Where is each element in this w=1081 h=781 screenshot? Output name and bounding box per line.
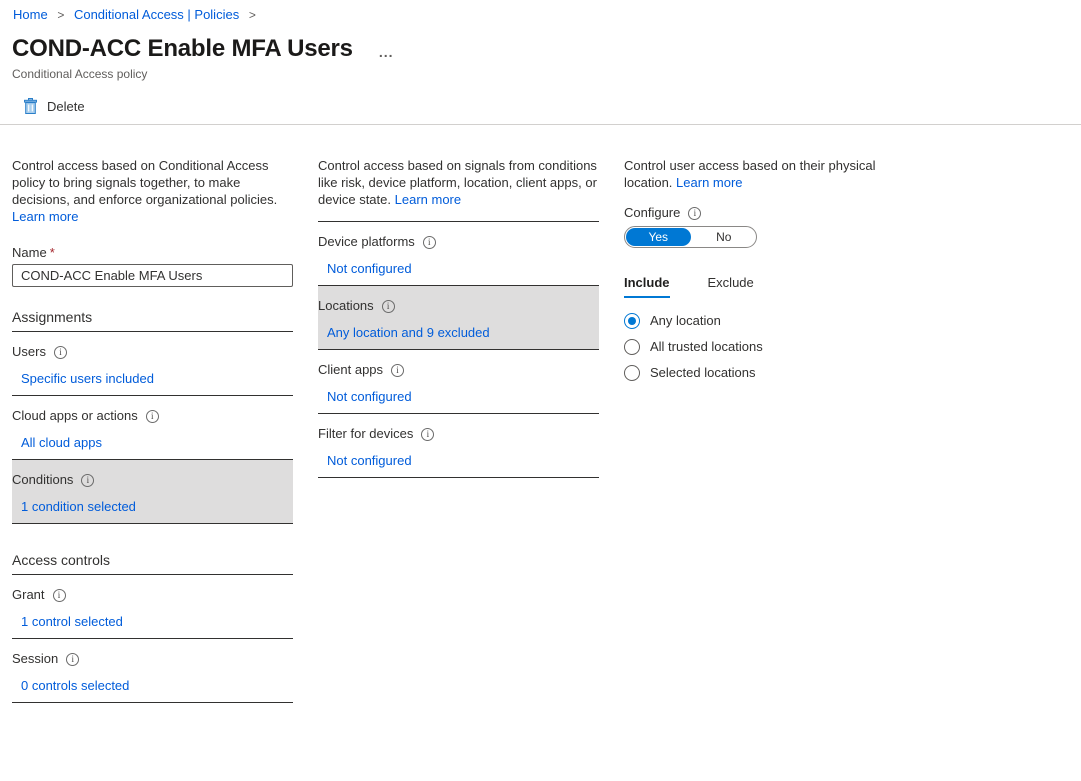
breadcrumb-conditional-access-policies[interactable]: Conditional Access | Policies bbox=[73, 7, 240, 22]
page-subtitle: Conditional Access policy bbox=[12, 67, 148, 81]
trash-icon bbox=[24, 98, 37, 114]
locations-item bbox=[318, 286, 599, 350]
required-marker: * bbox=[49, 245, 55, 260]
info-icon[interactable]: i bbox=[421, 428, 434, 441]
cloud-apps-label: Cloud apps or actions bbox=[12, 408, 138, 423]
policy-learn-more-link[interactable]: Learn more bbox=[12, 209, 79, 224]
users-item bbox=[12, 332, 293, 396]
radio-all-trusted-locations[interactable] bbox=[624, 339, 904, 355]
access-controls-heading: Access controls bbox=[12, 552, 293, 575]
info-icon[interactable]: i bbox=[423, 236, 436, 249]
policy-description bbox=[12, 157, 293, 225]
page-title: COND-ACC Enable MFA Users bbox=[12, 35, 353, 62]
conditions-label: Conditions bbox=[12, 472, 74, 487]
filter-for-devices-item bbox=[318, 414, 599, 478]
radio-button-icon bbox=[624, 365, 640, 381]
delete-button-label: Delete bbox=[47, 98, 85, 114]
policy-editor-columns bbox=[0, 133, 1081, 703]
radio-button-icon bbox=[624, 313, 640, 329]
assignments-heading: Assignments bbox=[12, 309, 293, 332]
include-exclude-tabs bbox=[624, 275, 904, 298]
name-label-text: Name bbox=[12, 245, 47, 260]
conditions-item bbox=[12, 460, 293, 524]
radio-selected-locations-label: Selected locations bbox=[650, 365, 756, 380]
breadcrumb bbox=[0, 0, 1081, 23]
session-item bbox=[12, 639, 293, 703]
grant-item bbox=[12, 575, 293, 639]
cloud-apps-link[interactable]: All cloud apps bbox=[21, 435, 102, 450]
tab-exclude[interactable]: Exclude bbox=[707, 275, 754, 290]
delete-button[interactable] bbox=[24, 98, 85, 114]
conditions-description bbox=[318, 157, 599, 208]
device-platforms-item bbox=[318, 222, 599, 286]
device-platforms-label: Device platforms bbox=[318, 234, 415, 249]
configure-toggle-yes[interactable]: Yes bbox=[626, 228, 691, 246]
configure-toggle[interactable] bbox=[624, 226, 757, 248]
info-icon[interactable]: i bbox=[81, 474, 94, 487]
info-icon[interactable]: i bbox=[382, 300, 395, 313]
filter-for-devices-link[interactable]: Not configured bbox=[327, 453, 412, 468]
configure-toggle-no[interactable]: No bbox=[716, 230, 732, 244]
info-icon[interactable]: i bbox=[54, 346, 67, 359]
session-link[interactable]: 0 controls selected bbox=[21, 678, 130, 693]
chevron-right-icon: > bbox=[248, 8, 256, 22]
policy-column bbox=[12, 157, 293, 703]
info-icon[interactable]: i bbox=[146, 410, 159, 423]
radio-any-location-label: Any location bbox=[650, 313, 721, 328]
more-options-icon[interactable]: ... bbox=[378, 44, 394, 60]
info-icon[interactable]: i bbox=[53, 589, 66, 602]
users-link[interactable]: Specific users included bbox=[21, 371, 154, 386]
policy-description-text: Control access based on Conditional Access policy to bring signals together, to make decisions, and enforce organizational policies. bbox=[12, 158, 278, 207]
info-icon[interactable]: i bbox=[391, 364, 404, 377]
name-field-label bbox=[12, 245, 293, 260]
locations-description-text: Control user access based on their physical location. bbox=[624, 158, 876, 190]
conditions-list bbox=[318, 221, 599, 478]
grant-link[interactable]: 1 control selected bbox=[21, 614, 123, 629]
conditions-link[interactable]: 1 condition selected bbox=[21, 499, 136, 514]
users-label: Users bbox=[12, 344, 46, 359]
session-label: Session bbox=[12, 651, 59, 666]
conditions-description-text: Control access based on signals from conditions like risk, device platform, location, client apps, or device state. bbox=[318, 158, 597, 207]
title-row bbox=[12, 36, 1081, 62]
breadcrumb-home[interactable]: Home bbox=[13, 7, 48, 22]
locations-description bbox=[624, 157, 904, 191]
cloud-apps-item bbox=[12, 396, 293, 460]
chevron-right-icon: > bbox=[57, 8, 65, 22]
grant-label: Grant bbox=[12, 587, 45, 602]
command-bar bbox=[24, 98, 1081, 117]
radio-button-icon bbox=[624, 339, 640, 355]
policy-name-input[interactable] bbox=[12, 264, 293, 287]
locations-learn-more-link[interactable]: Learn more bbox=[676, 175, 743, 190]
tab-include[interactable]: Include bbox=[624, 275, 670, 298]
configure-label: Configure bbox=[624, 205, 681, 220]
location-options bbox=[624, 313, 904, 381]
client-apps-label: Client apps bbox=[318, 362, 384, 377]
radio-all-trusted-locations-label: All trusted locations bbox=[650, 339, 763, 354]
conditions-column bbox=[318, 157, 599, 478]
client-apps-link[interactable]: Not configured bbox=[327, 389, 412, 404]
info-icon[interactable]: i bbox=[688, 207, 701, 220]
toolbar-divider bbox=[0, 124, 1081, 125]
info-icon[interactable]: i bbox=[66, 653, 79, 666]
filter-for-devices-label: Filter for devices bbox=[318, 426, 414, 441]
locations-column bbox=[624, 157, 904, 391]
device-platforms-link[interactable]: Not configured bbox=[327, 261, 412, 276]
configure-label-row bbox=[624, 205, 904, 221]
locations-link[interactable]: Any location and 9 excluded bbox=[327, 325, 490, 340]
locations-label: Locations bbox=[318, 298, 374, 313]
conditions-learn-more-link[interactable]: Learn more bbox=[394, 192, 462, 207]
radio-selected-locations[interactable] bbox=[624, 365, 904, 381]
radio-any-location[interactable] bbox=[624, 313, 904, 329]
client-apps-item bbox=[318, 350, 599, 414]
